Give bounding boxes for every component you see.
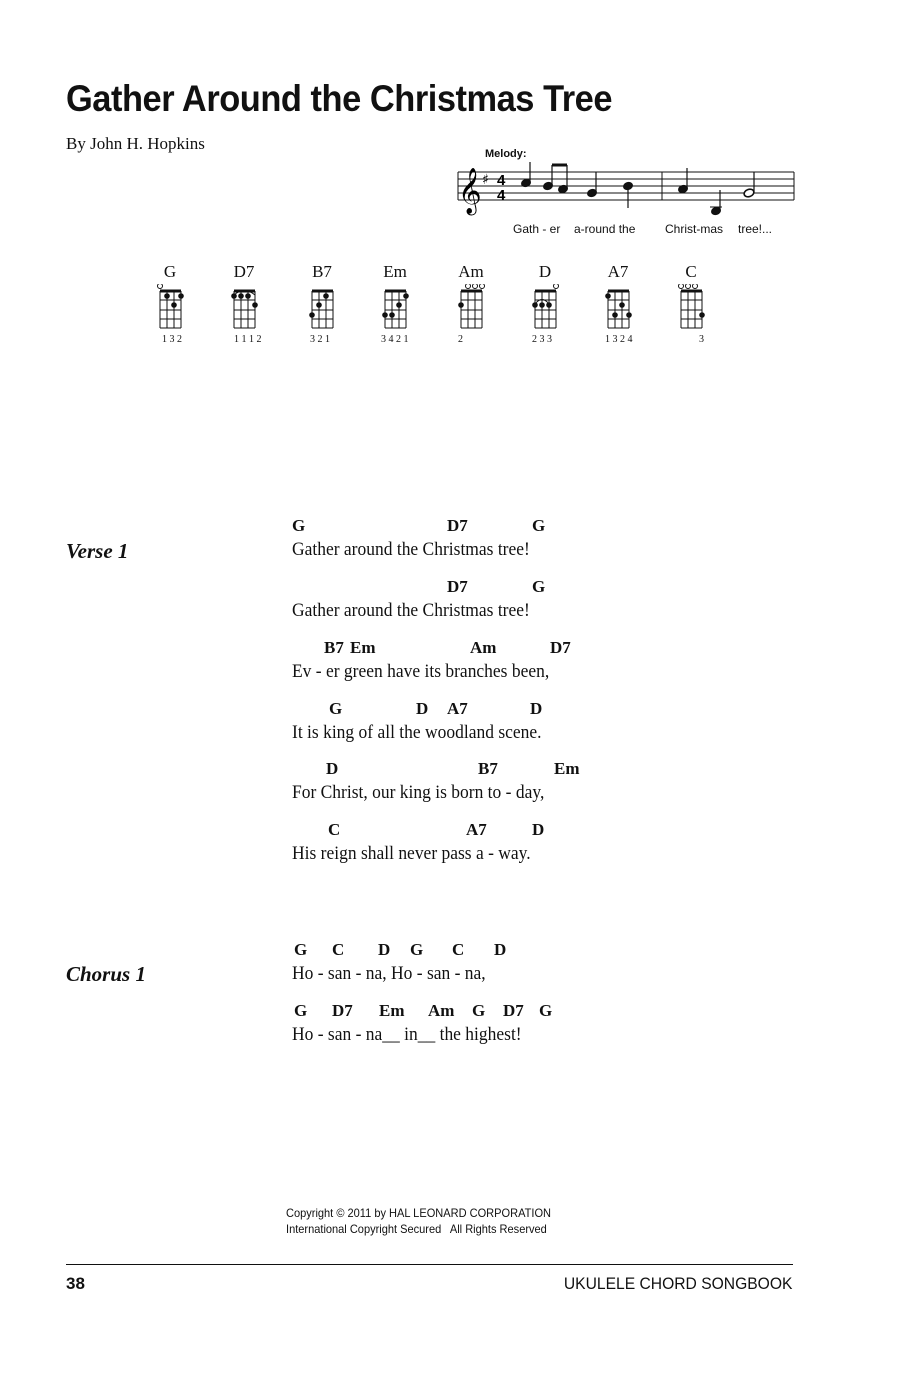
time-signature-top: 4: [497, 172, 506, 189]
lyric-line: It is king of all the woodland scene.: [292, 722, 542, 743]
melody-lyric: Gath - er: [513, 222, 561, 236]
chord-symbol: D: [530, 699, 543, 718]
chord-symbol: C: [452, 940, 465, 959]
lyric-line: Ho - san - na, Ho - san - na,: [292, 963, 486, 984]
chord-symbol: D7: [447, 577, 468, 596]
chord-symbol: G: [532, 516, 546, 535]
chord-symbol: G: [294, 940, 308, 959]
fretboard-grid: [671, 284, 711, 332]
chord-fingering: 3 4 2 1: [381, 334, 409, 345]
melody-lyric: tree!...: [738, 222, 773, 236]
chord-diagram-b7: [302, 262, 342, 348]
chord-symbol: Em: [379, 1001, 405, 1020]
time-signature-bottom: 4: [497, 187, 506, 204]
lyric-line: His reign shall never pass a - way.: [292, 843, 531, 864]
chord-symbol: D: [532, 820, 545, 839]
chord-symbol: D7: [332, 1001, 353, 1020]
lyric-line: Gather around the Christmas tree!: [292, 600, 530, 621]
chord-symbol: D7: [550, 638, 571, 657]
sharp-icon: ♯: [482, 172, 489, 188]
fretboard-grid: [224, 284, 264, 332]
chord-line: [292, 820, 692, 842]
lyric-line: Ho - san - na__ in__ the highest!: [292, 1024, 522, 1045]
chord-fingering: 2 3 3: [532, 334, 552, 345]
lyric-line: Gather around the Christmas tree!: [292, 539, 530, 560]
chord-symbol: D7: [447, 516, 468, 535]
chord-name: D7: [233, 262, 255, 281]
fretboard-grid: [525, 284, 565, 332]
chord-symbol: Am: [470, 638, 497, 657]
chord-diagram-am: [451, 262, 491, 348]
chord-fingering: 3 2 1: [310, 334, 330, 345]
chord-fingering: 1 1 1 2: [234, 334, 262, 345]
chord-line: [292, 638, 692, 660]
chord-line: [292, 577, 692, 599]
page-number: 38: [66, 1274, 85, 1293]
chord-name: D: [538, 262, 552, 281]
chord-symbol: B7: [478, 759, 498, 778]
melody-label: Melody:: [485, 148, 527, 160]
melody-half-note: [743, 188, 755, 198]
chord-symbol: D7: [503, 1001, 524, 1020]
chord-diagram-c: [671, 262, 711, 348]
fretboard-grid: [375, 284, 415, 332]
rights-line: International Copyright Secured All Rights Reserved: [286, 1222, 547, 1236]
melody-lyric: a-round the: [574, 222, 636, 236]
chord-symbol: D: [378, 940, 391, 959]
chord-symbol: C: [328, 820, 341, 839]
chord-symbol: Am: [428, 1001, 455, 1020]
chord-name: B7: [312, 262, 332, 281]
chord-name: Em: [383, 262, 407, 281]
chord-name: A7: [607, 262, 629, 281]
footer-divider: [66, 1264, 793, 1265]
chord-symbol: Em: [554, 759, 580, 778]
chord-symbol: G: [539, 1001, 553, 1020]
fretboard-grid: [150, 284, 190, 332]
chord-diagram-em: [375, 262, 415, 348]
fretboard-grid: [302, 284, 342, 332]
chord-symbol: A7: [466, 820, 487, 839]
chord-symbol: G: [329, 699, 343, 718]
section-label-chorus: Chorus 1: [66, 962, 146, 986]
chord-diagram-g: [150, 262, 190, 348]
chord-symbol: C: [332, 940, 345, 959]
chord-name: C: [685, 262, 697, 281]
chord-symbol: D: [494, 940, 507, 959]
chord-diagram-a7: [598, 262, 638, 348]
song-title: Gather Around the Christmas Tree: [66, 78, 612, 119]
chord-symbol: D: [326, 759, 339, 778]
chord-diagram-d7: [224, 262, 264, 348]
fretboard-grid: [598, 284, 638, 332]
chord-fingering: 1 3 2 4: [605, 334, 633, 345]
chord-name: Am: [458, 262, 484, 281]
chord-line: [292, 699, 692, 721]
melody-staff: [450, 160, 800, 222]
treble-clef-icon: 𝄞: [458, 168, 482, 214]
chord-symbol: G: [292, 516, 306, 535]
chord-symbol: G: [294, 1001, 308, 1020]
chord-line: [292, 1001, 692, 1023]
chord-line: [292, 759, 692, 781]
chord-symbol: D: [416, 699, 429, 718]
chord-symbol: G: [532, 577, 546, 596]
chord-line: [292, 516, 692, 538]
chord-line: [292, 940, 692, 962]
chord-symbol: B7: [324, 638, 344, 657]
fretboard-grid: [451, 284, 491, 332]
section-label-verse: Verse 1: [66, 539, 129, 563]
composer-credit: By John H. Hopkins: [66, 134, 205, 153]
chord-symbol: G: [410, 940, 424, 959]
chord-symbol: A7: [447, 699, 468, 718]
chord-diagram-d: [525, 262, 565, 348]
chord-fingering: 2: [458, 334, 463, 345]
melody-lyric: Christ-mas: [665, 222, 724, 236]
chord-fingering: 3: [699, 334, 704, 345]
lyric-line: Ev - er green have its branches been,: [292, 661, 550, 682]
lyric-line: For Christ, our king is born to - day,: [292, 782, 545, 803]
chord-name: G: [163, 262, 177, 281]
chord-fingering: 1 3 2: [162, 334, 182, 345]
chord-symbol: G: [472, 1001, 486, 1020]
copyright-line: Copyright © 2011 by HAL LEONARD CORPORATION: [286, 1206, 552, 1220]
book-title: UKULELE CHORD SONGBOOK: [563, 1274, 792, 1293]
chord-symbol: Em: [350, 638, 376, 657]
